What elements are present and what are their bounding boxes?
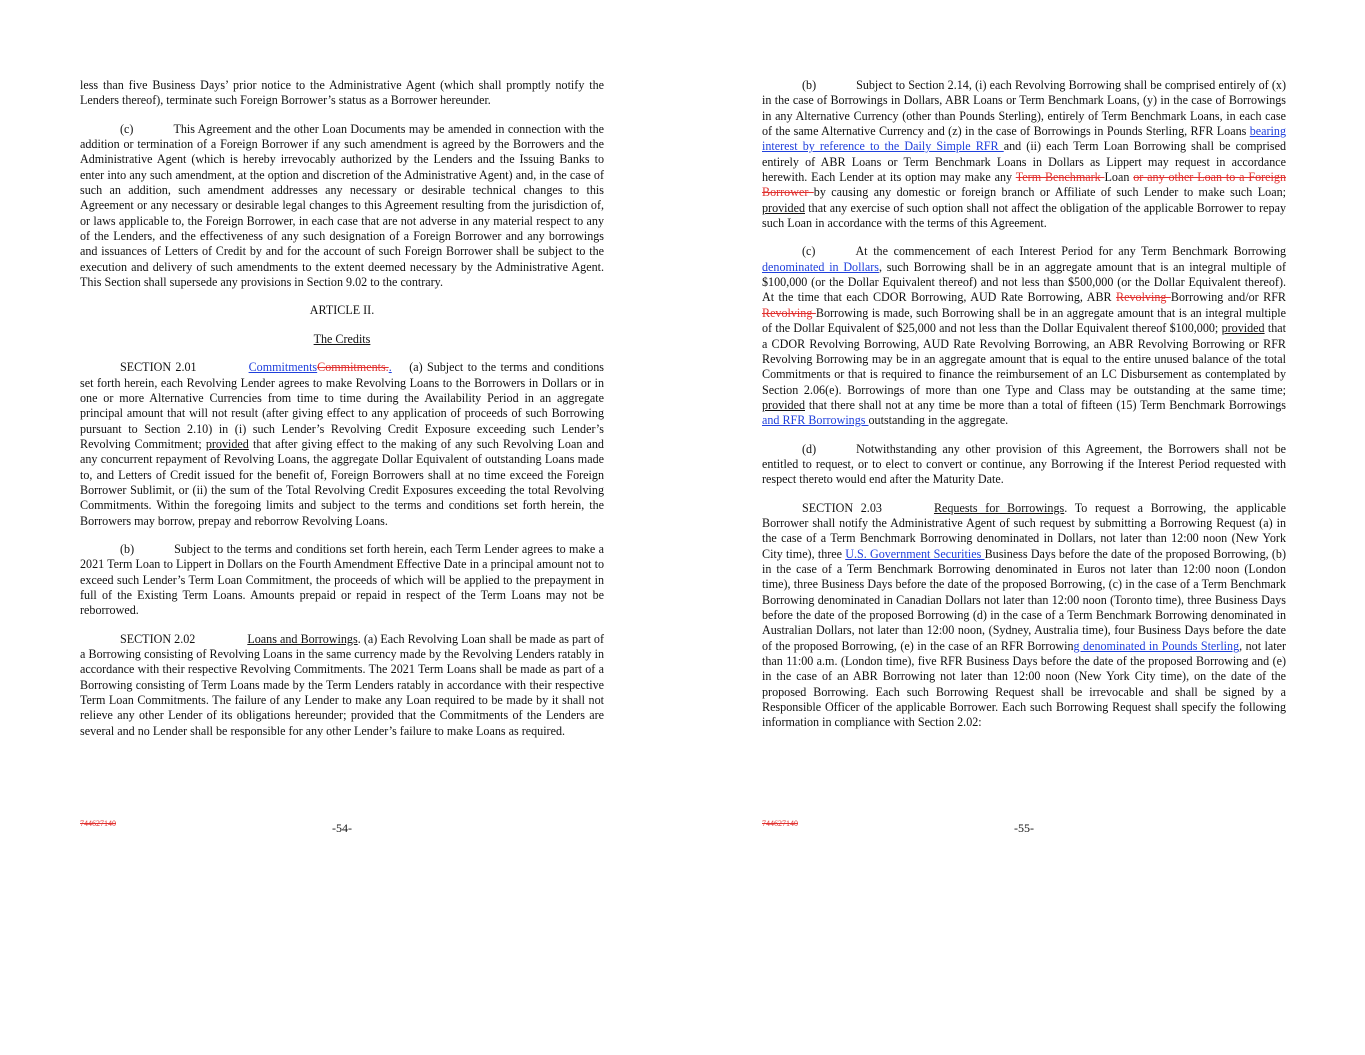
deleted-text: or any other Loan to a Foreign Borrower <box>762 170 1286 200</box>
provided-term: provided <box>762 200 805 215</box>
paragraph-text: Notwithstanding any other provision of this Agreement, the Borrowers shall not be entitled to request, or to elect to convert or continue, any Borrowing if the Interest Period requested with respect thereto would end after the Maturity Date. <box>762 441 1286 487</box>
paragraph-text: Borrowing is made, such Borrowing shall be in an aggregate amount that is an integral multiple of the Dollar Equivalent of $25,000 and not less than the Dollar Equivalent thereof $100,000; <box>762 305 1286 336</box>
paragraph-text: At the commencement of each Interest Period for any Term Benchmark Borrowing <box>855 244 1286 259</box>
paragraph-text: This Agreement and the other Loan Documents may be amended in connection with the addition or termination of a Foreign Borrower if any such amendment is agreed by the Borrowers and the Administrative Agent (which is hereby irrevocably authorized by the Lenders and the Issuing Banks to enter into any such amendment, at the option and discretion of the Administrative Agent) and, in the case of such an addition, such amendment addresses any necessary or desirable technical changes to this Agreement or any necessary or desirable legal changes to this Agreement resulting from the jurisdiction of, or laws applicable to, the Foreign Borrower, in each case that are not adverse in any material respect to any of the Lenders, and the effectiveness of any such designation of a Foreign Borrower and any borrowings and issuances of Letters of Credit by and for the account of such Foreign Borrower shall be subject to the execution and delivery of such amendments to the extent deemed necessary by the Administrative Agent. This Section shall supersede any provisions in Section 9.02 to the contrary. <box>80 121 604 290</box>
document-number: 744627140 <box>80 819 116 828</box>
paragraph-label: (c) <box>802 244 816 259</box>
deleted-text: Commitments. <box>317 360 389 375</box>
paragraph-text: that any exercise of such option shall not affect the obligation of the applicable Borrower to repay such Loan in accordance with the terms of this Agreement. <box>762 200 1286 231</box>
paragraph-text: , such Borrowing shall be in an aggregate amount that is an integral multiple of $100,000 (or the Dollar Equivalent thereof) and not less than $500,000 (or the Dollar Equivalent thereof). At the time that each CDOR Borrowing, AUD Rate Borrowing, ABR <box>762 259 1286 305</box>
paragraph-d <box>762 442 1286 488</box>
provided-term: provided <box>762 397 805 412</box>
section-text: (a) Subject to the terms and conditions set forth herein, each Revolving Lender agrees to make Revolving Loans to the Borrowers in Dollars or in one or more Alternative Currencies from time to time during the Availability Period in an aggregate principal amount that will not result (after giving effect to any application of proceeds of such Borrowing pursuant to Section 2.10) in (i) such Lender’s Revolving Credit Exposure exceeding such Lender’s Revolving Commitment; <box>80 360 604 451</box>
section-2-03 <box>762 501 1286 731</box>
section-2-01 <box>80 360 604 529</box>
section-label: SECTION 2.02 <box>120 631 196 646</box>
paragraph-text: Subject to the terms and conditions set forth herein, each Term Lender agrees to make a 2021 Term Loan to Lippert in Dollars on the Fourth Amendment Effective Date in a principal amount not to exceed such Lender’s Term Loan Commitment, the proceeds of which will be applied to the prepayment in full of the Existing Term Loans. Amounts prepaid or repaid in respect of the Term Loans may not be reborrowed. <box>80 541 604 618</box>
page-number: -55- <box>1014 821 1034 835</box>
paragraph-text: that there shall not at any time be more than a total of fifteen (15) Term Benchmark Borrowings <box>805 397 1286 412</box>
deleted-text: Term Benchmark <box>1015 170 1105 185</box>
left-page <box>80 78 604 752</box>
article-title <box>80 332 604 347</box>
paragraph-continuation: less than five Business Days’ prior notice to the Administrative Agent (which shall promptly notify the Lenders thereof), terminate such Foreign Borrower’s status as a Borrower hereunder. <box>80 78 604 108</box>
paragraph-text: Borrowing and/or RFR <box>1170 290 1286 305</box>
paragraph-text: by causing any domestic or foreign branch or Affiliate of such Lender to make such Loan; <box>813 185 1286 200</box>
section-text: Business Days before the date of the proposed Borrowing, (b) in the case of a Term Benchmark Borrowing denominated in Euros not later than 12:00 noon (London time), three Business Days before the date of the proposed Borrowing, (c) in the case of a Term Benchmark Borrowing denominated in Canadian Dollars not later than 12:00 noon (Toronto time), three Business Days before the date of the proposed Borrowing (d) in the case of a Term Benchmark Borrowing denominated in Australian Dollars, not later than 12:00 noon, (Sydney, Australia time), four Business Days before the date of the proposed Borrowing, (e) in the case of an RFR Borrowin <box>762 546 1287 653</box>
paragraph-c <box>762 244 1286 428</box>
paragraph-text: that a CDOR Revolving Borrowing, AUD Rate Revolving Borrowing, an ABR Revolving Borrowing or RFR Revolving Borrowing may be in an aggregate amount that is equal to the entire unused balance of the total Commitments or that is required to finance the reimbursement of an LC Disbursement as contemplated by Section 2.06(e). Borrowings of more than one Type and Class may be outstanding at the same time; <box>762 321 1286 397</box>
provided-term: provided <box>205 436 249 451</box>
section-title: Requests for Borrowings <box>933 500 1065 515</box>
paragraph-b <box>80 542 604 619</box>
right-page <box>762 78 1286 744</box>
section-text: that after giving effect to the making of any such Revolving Loan and any concurrent repayment of Revolving Loans, the aggregate Dollar Equivalent of outstanding Loans made to, and Letters of Credit issued for the benefit of, Foreign Borrowers shall at no time exceed the Foreign Borrower Sublimit, or (ii) the sum of the Total Revolving Credit Exposures exceeding the total Revolving Commitments. Within the foregoing limits and subject to the terms and conditions set forth herein, the Borrowers may borrow, prepay and reborrow Revolving Loans. <box>80 436 604 528</box>
paragraph-b <box>762 78 1286 231</box>
article-heading: ARTICLE II. <box>309 303 375 318</box>
paragraph-text: Loan <box>1104 170 1134 185</box>
inserted-text: g denominated in Pounds Sterling <box>1073 638 1240 653</box>
paragraph-text: outstanding in the aggregate. <box>868 413 1009 428</box>
section-title: Loans and Borrowings <box>247 631 358 646</box>
page-number: -54- <box>332 821 352 835</box>
paragraph-label: (b) <box>802 78 817 92</box>
provided-term: provided <box>1221 321 1265 336</box>
section-2-02 <box>80 632 604 739</box>
inserted-text: U.S. Government Securities <box>845 546 985 561</box>
paragraph-text: Subject to Section 2.14, (i) each Revolving Borrowing shall be comprised entirely of (x) in the case of Borrowings in Dollars, ABR Loans or Term Benchmark Loans, (y) in the case of Borrowings in any Alternative Currency (other than Pounds Sterling), entirely of Term Benchmark Loans, in each case of the same Alternative Currency and (z) in the case of Borrowings in Pounds Sterling, RFR Loans <box>762 78 1286 139</box>
article-title-text: The Credits <box>313 331 371 346</box>
inserted-text: and RFR Borrowings <box>762 413 869 428</box>
paragraph-label: (b) <box>120 541 135 556</box>
deleted-text: Revolving <box>1116 290 1171 305</box>
document-number: 744627140 <box>762 819 798 828</box>
inserted-text: bearing interest by reference to the Daily Simple RFR <box>762 124 1286 154</box>
section-text: . (a) Each Revolving Loan shall be made as part of a Borrowing consisting of Revolving Loans in the same currency made by the Revolving Lenders ratably in accordance with their respective Revolving Commitments. The 2021 Term Loans shall be made as part of a Borrowing consisting of Term Loans made by the Term Lenders ratably in accordance with their respective Term Loan Commitments. The failure of any Lender to make any Loan required to be made by it shall not relieve any other Lender of its obligations hereunder; provided that the Commitments of the Lenders are several and no Lender shall be responsible for any other Lender’s failure to make Loans as required. <box>80 631 604 738</box>
section-label: SECTION 2.01 <box>120 360 197 375</box>
section-label: SECTION 2.03 <box>802 500 882 515</box>
paragraph-c <box>80 122 604 291</box>
paragraph-label: (d) <box>802 441 817 456</box>
section-text: , not later than 11:00 a.m. (London time), five RFR Business Days before the date of the proposed Borrowing and (e) in the case of an ABR Borrowing not later than 12:00 noon (New York City time), on the date of the proposed Borrowing. Each such Borrowing Request shall be irrevocable and shall be signed by a Responsible Officer of the applicable Borrower. Each such Borrowing Request shall specify the following information in compliance with Section 2.02: <box>762 638 1286 730</box>
paragraph-text: and (ii) each Term Loan Borrowing shall be comprised entirely of ABR Loans or Term Benchmark Loans in Dollars as Lippert may request in accordance herewith. Each Lender at its option may make any <box>762 139 1286 185</box>
inserted-text: . <box>388 360 392 375</box>
section-text: . To request a Borrowing, the applicable Borrower shall notify the Administrative Agent of such request by submitting a Borrowing Request (a) in the case of a Term Benchmark Borrowing denominated in Dollars, not later than 12:00 noon (New York City time), three <box>762 500 1286 561</box>
deleted-text: Revolving <box>762 305 816 320</box>
inserted-text: denominated in Dollars <box>762 259 879 274</box>
inserted-text: Commitments <box>248 360 318 375</box>
paragraph-label: (c) <box>120 121 134 136</box>
